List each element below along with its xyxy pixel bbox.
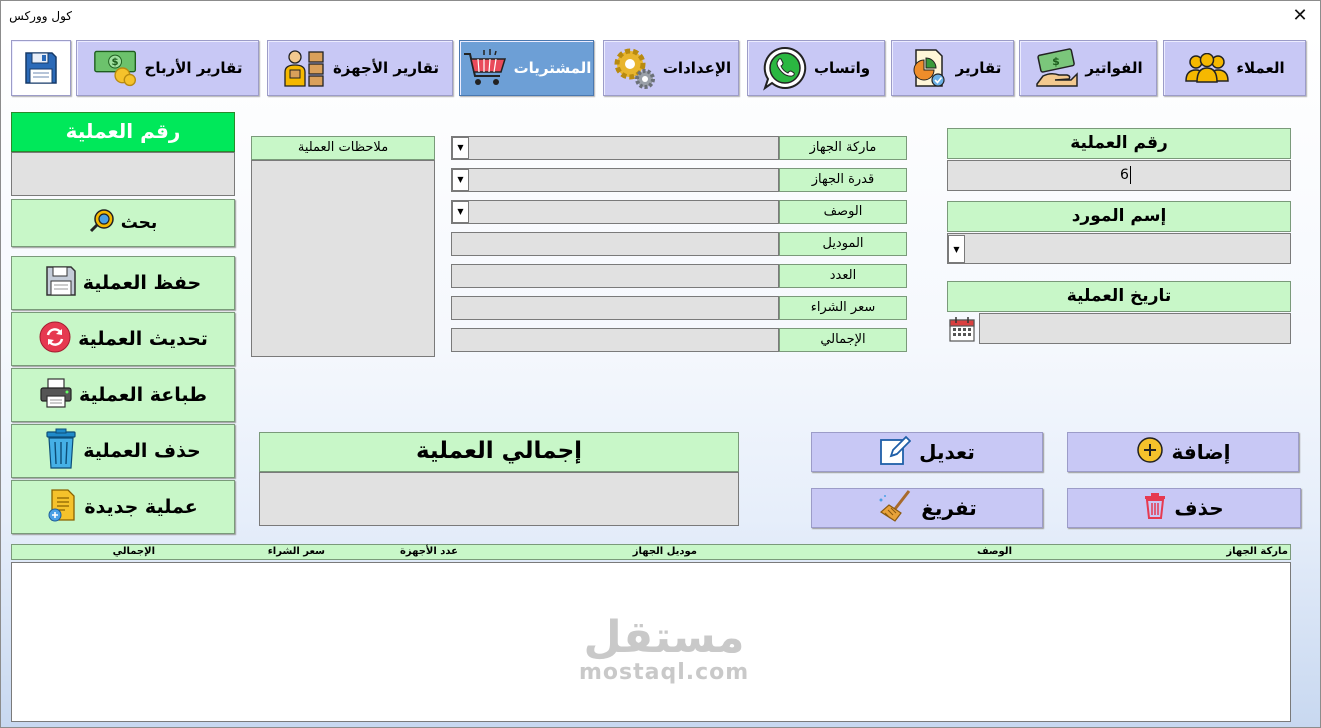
- update-operation-label: تحديث العملية: [78, 328, 208, 350]
- calendar-icon[interactable]: [947, 315, 977, 343]
- new-operation-button[interactable]: [11, 480, 235, 534]
- main-form: [1, 31, 1320, 727]
- delete-item-label: حذف: [1174, 496, 1224, 520]
- new-document-icon: [48, 488, 78, 526]
- operation-date-input[interactable]: [979, 313, 1291, 344]
- delete-item-button[interactable]: [1067, 488, 1301, 528]
- nav-purchases-label: المشتريات: [513, 59, 592, 77]
- search-button[interactable]: [11, 199, 235, 247]
- whatsapp-icon: [762, 48, 808, 88]
- notes-label: ملاحظات العملية: [251, 136, 435, 160]
- column-device-brand: ماركة الجهاز: [1226, 546, 1288, 557]
- nav-customers-label: العملاء: [1236, 59, 1285, 77]
- floppy-disk-icon: [45, 265, 77, 301]
- device-description-label: الوصف: [779, 200, 907, 224]
- trash-icon: [1144, 493, 1166, 523]
- save-toolbar-button[interactable]: [11, 40, 71, 96]
- text-caret: [1130, 166, 1131, 184]
- operation-total-header: إجمالي العملية: [259, 432, 739, 472]
- edit-item-button[interactable]: [811, 432, 1043, 472]
- line-total-input[interactable]: [451, 328, 779, 352]
- print-operation-label: طباعة العملية: [78, 384, 208, 406]
- close-icon[interactable]: ✕: [1292, 5, 1308, 26]
- svg-text:$: $: [111, 57, 119, 69]
- save-operation-button[interactable]: [11, 256, 235, 310]
- delete-operation-button[interactable]: [11, 424, 235, 478]
- nav-device-reports-label: تقارير الأجهزة: [332, 59, 440, 77]
- chevron-down-icon[interactable]: ▼: [452, 169, 469, 191]
- watermark: [579, 612, 750, 685]
- refresh-icon: [38, 320, 72, 358]
- watermark-latin: mostaql.com: [579, 660, 750, 685]
- edit-pencil-icon: [879, 434, 911, 470]
- nav-device-reports-button[interactable]: [267, 40, 453, 96]
- notes-textarea[interactable]: [251, 160, 435, 357]
- money-hand-icon: [1033, 48, 1079, 88]
- operation-date-header: تاريخ العملية: [947, 281, 1291, 312]
- supplier-name-header: إسم المورد: [947, 201, 1291, 232]
- delete-operation-label: حذف العملية: [83, 440, 201, 462]
- purchase-price-input[interactable]: [451, 296, 779, 320]
- nav-customers-button[interactable]: [1163, 40, 1306, 96]
- operation-number-value: 6: [1120, 167, 1129, 183]
- device-model-input[interactable]: [451, 232, 779, 256]
- purchase-price-label: سعر الشراء: [779, 296, 907, 320]
- print-operation-button[interactable]: [11, 368, 235, 422]
- add-item-button[interactable]: [1067, 432, 1299, 472]
- device-capacity-combo[interactable]: [451, 168, 779, 192]
- column-description: الوصف: [976, 546, 1012, 557]
- nav-whatsapp-label: واتساب: [813, 59, 871, 77]
- nav-reports-button[interactable]: [891, 40, 1014, 96]
- gear-icon: [611, 48, 657, 88]
- save-operation-label: حفظ العملية: [82, 272, 202, 294]
- trash-bin-icon: [45, 428, 77, 474]
- device-description-combo[interactable]: [451, 200, 779, 224]
- device-model-label: الموديل: [779, 232, 907, 256]
- nav-reports-label: تقارير: [955, 59, 1002, 77]
- chevron-down-icon[interactable]: ▼: [452, 201, 469, 223]
- edit-item-label: تعديل: [919, 440, 975, 464]
- new-operation-label: عملية جديدة: [84, 496, 198, 518]
- column-total: الإجمالي: [112, 546, 155, 557]
- money-coins-icon: [93, 48, 139, 88]
- operation-number-header: رقم العملية: [947, 128, 1291, 159]
- nav-whatsapp-button[interactable]: [747, 40, 885, 96]
- search-icon: [89, 208, 115, 238]
- window-title: كول ووركس: [9, 9, 72, 23]
- items-table-header: [11, 544, 1291, 560]
- chevron-down-icon[interactable]: ▼: [452, 137, 469, 159]
- watermark-arabic: مستقل: [583, 612, 745, 663]
- update-operation-button[interactable]: [11, 312, 235, 366]
- chevron-down-icon[interactable]: ▼: [948, 235, 965, 263]
- nav-invoices-label: الفواتير: [1085, 59, 1143, 77]
- add-item-label: إضافة: [1171, 440, 1231, 464]
- column-device-count: عدد الأجهزة: [399, 546, 458, 557]
- line-total-label: الإجمالي: [779, 328, 907, 352]
- nav-settings-button[interactable]: [603, 40, 739, 96]
- delivery-person-icon: [281, 48, 327, 88]
- device-count-label: العدد: [779, 264, 907, 288]
- nav-profit-reports-label: تقارير الأرباح: [144, 59, 243, 77]
- column-purchase-price: سعر الشراء: [267, 546, 325, 557]
- plus-circle-icon: [1136, 436, 1164, 468]
- column-device-model: موديل الجهاز: [632, 546, 697, 557]
- device-capacity-label: قدرة الجهاز: [779, 168, 907, 192]
- device-brand-label: ماركة الجهاز: [779, 136, 907, 160]
- search-operation-input[interactable]: [11, 152, 235, 196]
- device-brand-combo[interactable]: [451, 136, 779, 160]
- floppy-disk-icon: [18, 48, 64, 88]
- svg-text:$: $: [1052, 55, 1061, 68]
- report-chart-icon: [904, 48, 950, 88]
- search-button-label: بحث: [120, 213, 158, 233]
- printer-icon: [39, 377, 73, 413]
- clear-form-button[interactable]: [811, 488, 1043, 528]
- operation-total-value: [259, 472, 739, 526]
- supplier-name-combo[interactable]: [947, 233, 1291, 264]
- nav-profit-reports-button[interactable]: [76, 40, 259, 96]
- shopping-cart-icon: [462, 48, 508, 88]
- nav-invoices-button[interactable]: [1019, 40, 1157, 96]
- clear-form-label: تفريغ: [921, 496, 977, 520]
- nav-settings-label: الإعدادات: [662, 59, 732, 77]
- operation-number-input[interactable]: [947, 160, 1291, 191]
- device-count-input[interactable]: [451, 264, 779, 288]
- nav-purchases-button[interactable]: [459, 40, 594, 96]
- customers-icon: [1184, 48, 1230, 88]
- search-operation-header: رقم العملية: [11, 112, 235, 152]
- broom-icon: [877, 490, 913, 526]
- title-bar: [1, 1, 1320, 31]
